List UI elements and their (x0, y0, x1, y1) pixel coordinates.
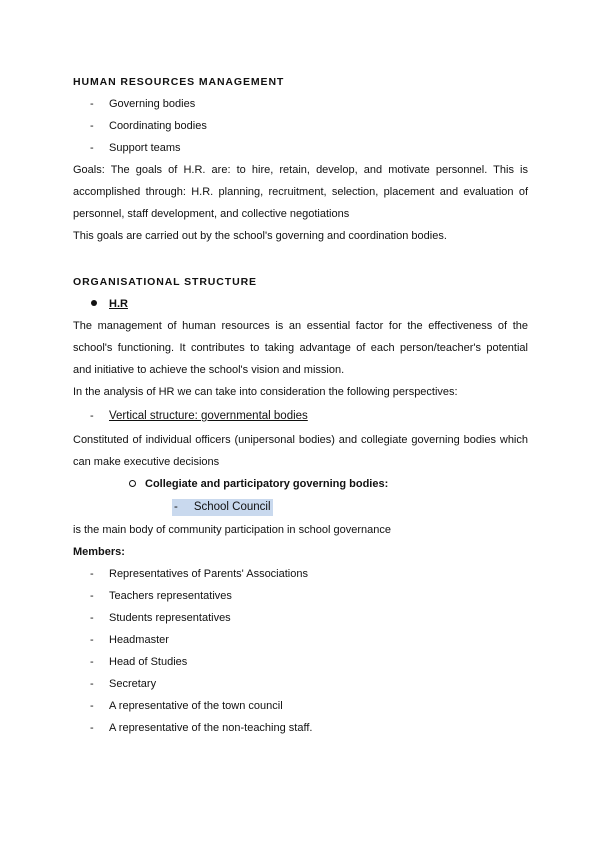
bullet-icon (91, 300, 97, 306)
dash-marker: - (90, 98, 94, 110)
list-item: Coordinating bodies (109, 120, 207, 132)
paragraph-line: school's functioning. It contributes to taking advantage of each person/teacher's potential (73, 342, 528, 354)
goals-line: accomplished through: H.R. planning, recruitment, selection, placement and evaluation of (73, 186, 528, 198)
dash-marker: - (90, 700, 94, 712)
member-item: A representative of the town council (109, 700, 283, 712)
constituted-line: Constituted of individual officers (unipersonal bodies) and collegiate governing bodies which (73, 434, 528, 446)
dash-marker: - (90, 722, 94, 734)
circle-bullet-icon (129, 480, 136, 487)
dash-marker: - (90, 590, 94, 602)
member-item: Teachers representatives (109, 590, 232, 602)
paragraph-line: The management of human resources is an essential factor for the effectiveness of the (73, 320, 528, 332)
dash-marker: - (90, 410, 94, 422)
dash-marker: - (90, 612, 94, 624)
goals-line: personnel, staff development, and collective negotiations (73, 208, 350, 220)
section-heading-hr-management: HUMAN RESOURCES MANAGEMENT (73, 76, 285, 88)
member-item: A representative of the non-teaching staff. (109, 722, 313, 734)
dash-marker: - (90, 568, 94, 580)
dash-marker: - (90, 656, 94, 668)
member-item: Head of Studies (109, 656, 188, 668)
member-item: Representatives of Parents' Associations (109, 568, 308, 580)
vertical-structure-heading: Vertical structure: governmental bodies (109, 410, 308, 422)
member-item: Headmaster (109, 634, 169, 646)
school-council-highlight (172, 499, 273, 516)
paragraph-line: and initiative to achieve the school's vision and mission. (73, 364, 345, 376)
hr-bullet-label: H.R (109, 298, 128, 310)
collegiate-heading: Collegiate and participatory governing bodies: (145, 478, 389, 490)
dash-marker: - (90, 634, 94, 646)
council-description: is the main body of community participation in school governance (73, 524, 391, 536)
dash-marker: - (90, 120, 94, 132)
members-label: Members: (73, 546, 125, 558)
dash-marker: - (174, 501, 178, 513)
goals-line: Goals: The goals of H.R. are: to hire, retain, develop, and motivate personnel. This is (73, 164, 528, 176)
constituted-line: can make executive decisions (73, 456, 220, 468)
list-item: Support teams (109, 142, 181, 154)
closing-line: This goals are carried out by the school's governing and coordination bodies. (73, 230, 447, 242)
school-council-label: School Council (193, 501, 271, 513)
analysis-line: In the analysis of HR we can take into consideration the following perspectives: (73, 386, 458, 398)
dash-marker: - (90, 142, 94, 154)
member-item: Secretary (109, 678, 157, 690)
section-heading-org-structure: ORGANISATIONAL STRUCTURE (73, 276, 257, 288)
member-item: Students representatives (109, 612, 231, 624)
list-item: Governing bodies (109, 98, 196, 110)
dash-marker: - (90, 678, 94, 690)
